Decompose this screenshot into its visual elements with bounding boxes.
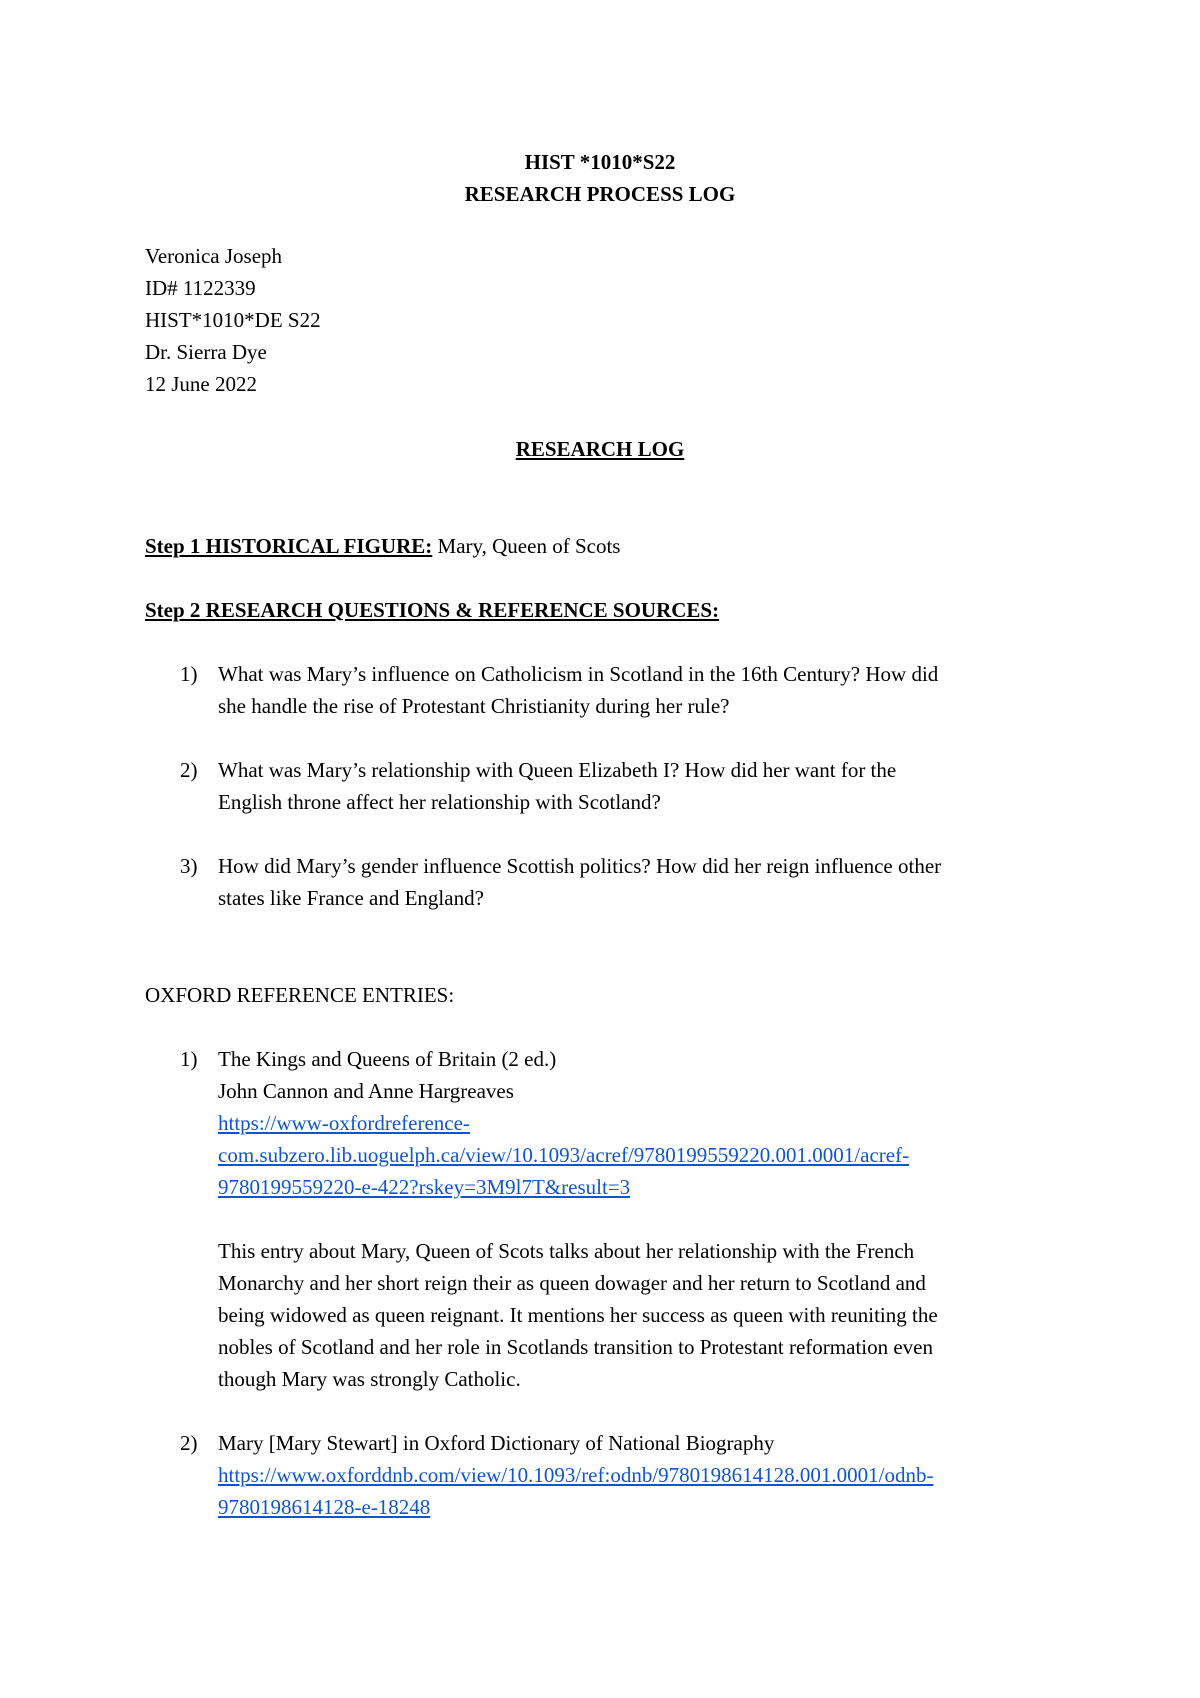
- summary-line: though Mary was strongly Catholic.: [218, 1367, 521, 1391]
- reference-item: [145, 1427, 1065, 1523]
- step-1-label: Step 1 HISTORICAL FIGURE:: [145, 534, 433, 558]
- student-name: Veronica Joseph: [145, 244, 283, 268]
- reference-link-line[interactable]: https://www.oxforddnb.com/view/10.1093/ref:odnb/9780198614128.001.0001/odnb-: [218, 1463, 934, 1487]
- course-section: HIST*1010*DE S22: [145, 308, 321, 332]
- reference-link[interactable]: [218, 1459, 1065, 1523]
- question-item: [145, 754, 1065, 818]
- instructor-name: Dr. Sierra Dye: [145, 340, 267, 364]
- oxford-reference-heading: OXFORD REFERENCE ENTRIES:: [145, 983, 455, 1007]
- reference-link-line[interactable]: https://www-oxfordreference-: [218, 1111, 470, 1135]
- step-1: [145, 530, 620, 562]
- summary-line: This entry about Mary, Queen of Scots talks about her relationship with the French: [218, 1239, 915, 1263]
- question-text-line: states like France and England?: [218, 886, 484, 910]
- reference-number: 1): [180, 1047, 198, 1071]
- reference-title: Mary [Mary Stewart] in Oxford Dictionary of National Biography: [218, 1431, 775, 1455]
- question-item: [145, 850, 1065, 914]
- question-text-line: How did Mary’s gender influence Scottish politics? How did her reign influence other: [218, 854, 942, 878]
- document-title: RESEARCH PROCESS LOG: [464, 182, 736, 206]
- research-questions-list: [145, 658, 1065, 946]
- student-id: ID# 1122339: [145, 276, 256, 300]
- summary-line: nobles of Scotland and her role in Scotlands transition to Protestant reformation even: [218, 1335, 934, 1359]
- reference-summary: [218, 1235, 1065, 1395]
- question-number: 3): [180, 854, 198, 878]
- reference-link-line[interactable]: com.subzero.lib.uoguelph.ca/view/10.1093/acref/9780199559220.001.0001/acref-: [218, 1143, 910, 1167]
- reference-link-line[interactable]: 9780199559220-e-422?rskey=3M9l7T&result=3: [218, 1175, 631, 1199]
- summary-line: being widowed as queen reignant. It mentions her success as queen with reuniting the: [218, 1303, 938, 1327]
- question-text-line: English throne affect her relationship with Scotland?: [218, 790, 661, 814]
- reference-title: The Kings and Queens of Britain (2 ed.): [218, 1047, 557, 1071]
- student-info: [145, 240, 321, 400]
- course-code: HIST *1010*S22: [524, 150, 676, 174]
- reference-link-line[interactable]: 9780198614128-e-18248: [218, 1495, 431, 1519]
- reference-link[interactable]: [218, 1107, 1065, 1203]
- question-number: 2): [180, 758, 198, 782]
- research-log-heading: RESEARCH LOG: [515, 437, 685, 461]
- question-item: [145, 658, 1065, 722]
- question-number: 1): [180, 662, 198, 686]
- reference-authors: John Cannon and Anne Hargreaves: [218, 1079, 514, 1103]
- question-text-line: she handle the rise of Protestant Christianity during her rule?: [218, 694, 730, 718]
- question-text-line: What was Mary’s relationship with Queen Elizabeth I? How did her want for the: [218, 758, 897, 782]
- historical-figure-value: Mary, Queen of Scots: [432, 534, 621, 558]
- references-list: [145, 1043, 1065, 1555]
- step-2-label: Step 2 RESEARCH QUESTIONS & REFERENCE SOURCES:: [145, 598, 720, 622]
- question-text-line: What was Mary’s influence on Catholicism in Scotland in the 16th Century? How did: [218, 662, 939, 686]
- summary-line: Monarchy and her short reign their as queen dowager and her return to Scotland and: [218, 1271, 926, 1295]
- step-2: [145, 594, 719, 626]
- submission-date: 12 June 2022: [145, 372, 257, 396]
- document-header: [0, 146, 1200, 210]
- reference-item: [145, 1043, 1065, 1395]
- reference-number: 2): [180, 1431, 198, 1455]
